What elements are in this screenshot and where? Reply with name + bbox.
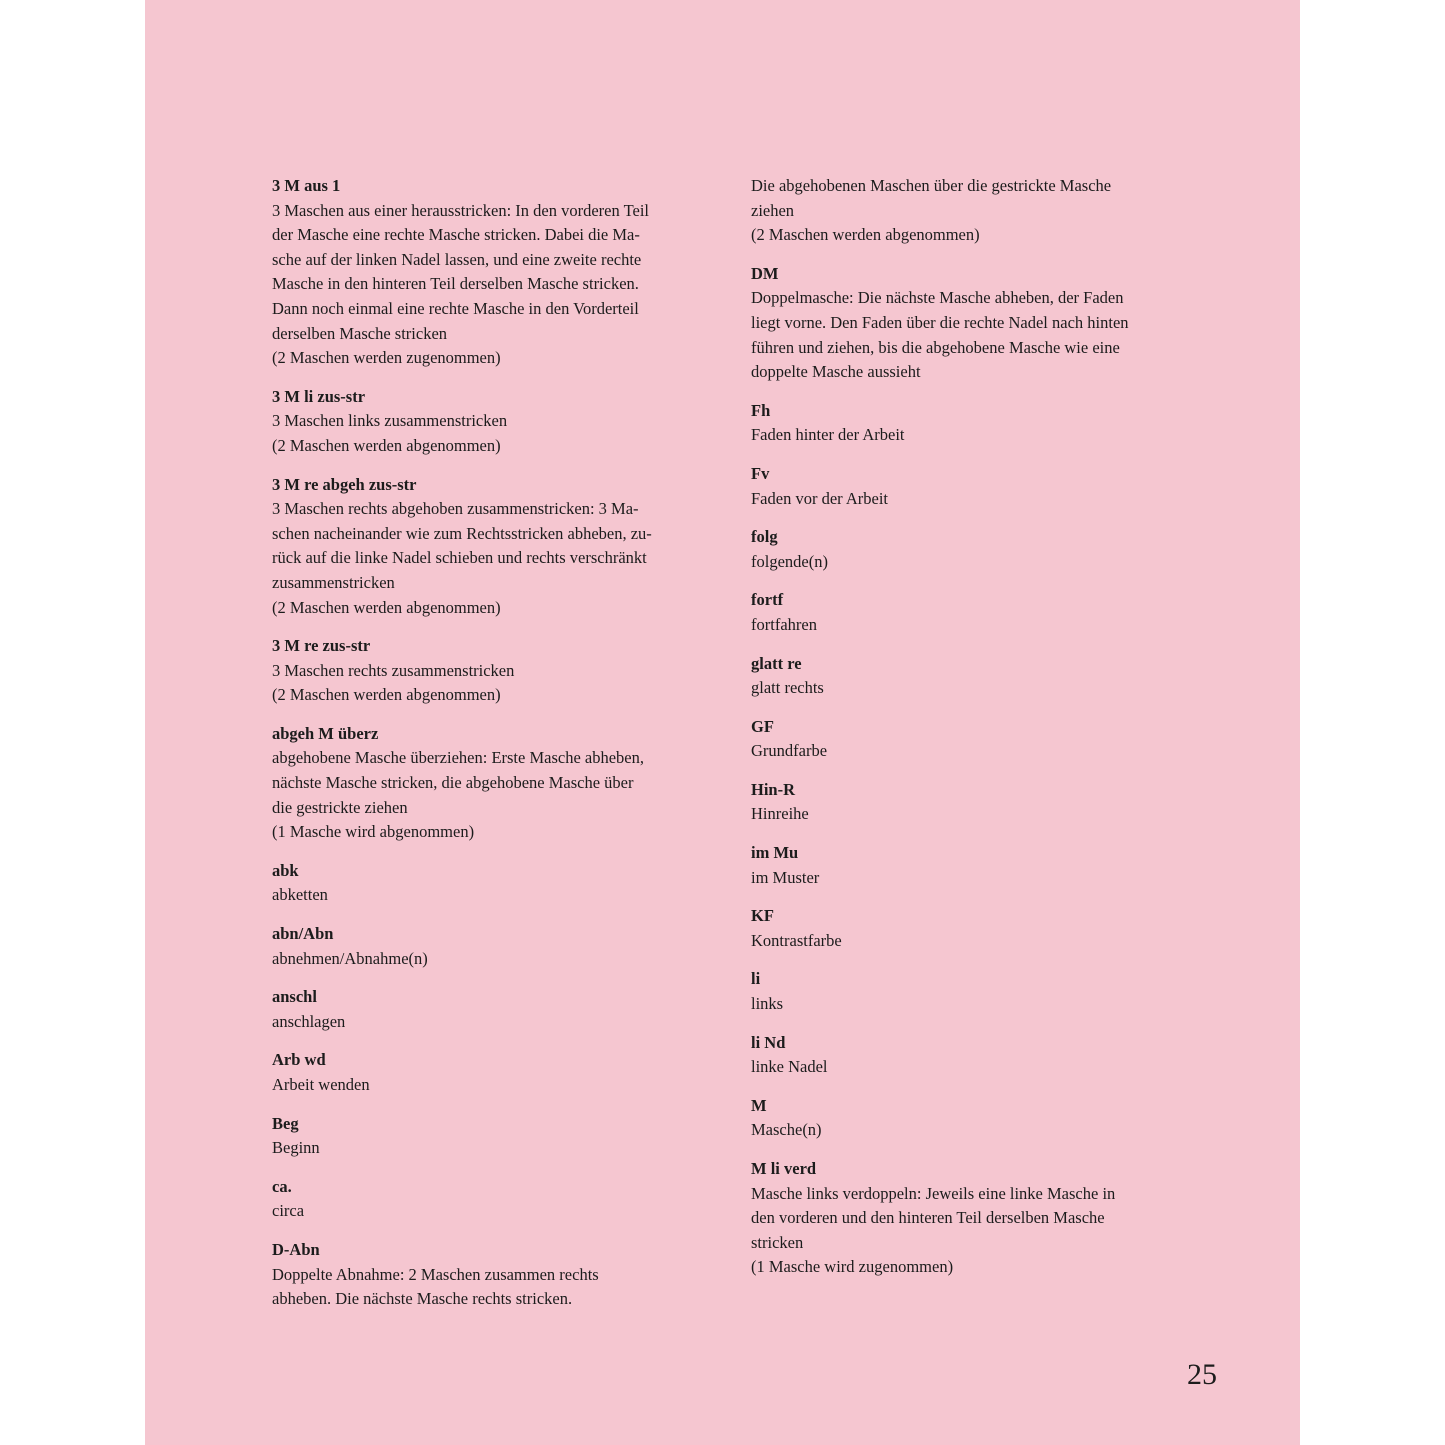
glossary-entry <box>272 385 702 459</box>
glossary-definition-line: Masche links verdoppeln: Jeweils eine linke Masche in <box>751 1183 1116 1203</box>
glossary-definition-line: den vorderen und den hinteren Teil derselben Masche <box>751 1208 1105 1228</box>
glossary-entry <box>751 715 1181 764</box>
glossary-entry <box>272 174 702 371</box>
glossary-entry <box>272 1238 702 1312</box>
glossary-definition-line: 3 Maschen rechts zusammenstricken <box>272 660 515 680</box>
glossary-entry <box>751 262 1181 385</box>
glossary-definition-line: Masche(n) <box>751 1120 822 1140</box>
glossary-definition-line: die gestrickte ziehen <box>272 797 408 817</box>
glossary-definition-line: links <box>751 994 784 1014</box>
glossary-definition-line: Beginn <box>272 1138 320 1158</box>
glossary-term: 3 M li zus-str <box>272 386 366 406</box>
glossary-entry <box>272 922 702 971</box>
glossary-entry <box>272 722 702 845</box>
glossary-definition-line: fortfahren <box>751 614 817 634</box>
glossary-term: 3 M re abgeh zus-str <box>272 474 417 494</box>
glossary-term: Beg <box>272 1113 299 1133</box>
glossary-definition-line: sche auf der linken Nadel lassen, und eine zweite rechte <box>272 249 642 269</box>
glossary-term: abn/Abn <box>272 924 334 944</box>
glossary-definition-line: Grundfarbe <box>751 741 828 761</box>
glossary-definition-line: ziehen <box>751 200 795 220</box>
glossary-definition-line: der Masche eine rechte Masche stricken. Dabei die Ma- <box>272 225 640 245</box>
glossary-definition-line: abgehobene Masche überziehen: Erste Masche abheben, <box>272 748 644 768</box>
glossary-definition-line: abnehmen/Abnahme(n) <box>272 948 428 968</box>
glossary-definition-line: (2 Maschen werden abgenommen) <box>272 597 501 617</box>
glossary-entry <box>272 634 702 708</box>
book-page <box>145 0 1300 1445</box>
glossary-entry <box>272 1048 702 1097</box>
glossary-definition-line: Faden hinter der Arbeit <box>751 425 905 445</box>
glossary-entry <box>751 778 1181 827</box>
glossary-definition-line: Hinreihe <box>751 804 809 824</box>
glossary-definition-line: Doppelmasche: Die nächste Masche abheben, der Faden <box>751 288 1124 308</box>
glossary-term: li Nd <box>751 1032 786 1052</box>
glossary-left-column <box>272 174 702 1326</box>
glossary-definition-line: circa <box>272 1201 305 1221</box>
glossary-term: glatt re <box>751 653 802 673</box>
glossary-entry <box>751 841 1181 890</box>
glossary-definition-line: rück auf die linke Nadel schieben und rechts verschränkt <box>272 548 647 568</box>
glossary-definition-line: Arbeit wenden <box>272 1075 370 1094</box>
glossary-term: KF <box>751 906 774 926</box>
glossary-definition-line: Faden vor der Arbeit <box>751 488 889 508</box>
glossary-term: Fv <box>751 463 770 483</box>
glossary-term: M li verd <box>751 1159 817 1178</box>
glossary-definition-line: Doppelte Abnahme: 2 Maschen zusammen rechts <box>272 1264 599 1284</box>
glossary-definition-line: anschlagen <box>272 1011 346 1031</box>
glossary-entry <box>751 525 1181 574</box>
glossary-term: abgeh M überz <box>272 723 379 743</box>
glossary-definition-line: Die abgehobenen Maschen über die gestrickte Masche <box>751 176 1112 195</box>
glossary-term: DM <box>751 263 779 283</box>
glossary-definition-line: Masche in den hinteren Teil derselben Masche stricken. <box>272 274 639 294</box>
glossary-definition-line: (2 Maschen werden abgenommen) <box>751 225 980 245</box>
glossary-term: ca. <box>272 1176 292 1196</box>
page-number: 25 <box>1187 1358 1217 1391</box>
glossary-definition-line: stricken <box>751 1232 804 1252</box>
glossary-term: fortf <box>751 590 784 610</box>
glossary-term: 3 M re zus-str <box>272 636 371 656</box>
glossary-entry <box>751 174 1181 248</box>
glossary-definition-line: abketten <box>272 885 328 905</box>
glossary-definition-line: führen und ziehen, bis die abgehobene Masche wie eine <box>751 337 1120 357</box>
glossary-definition-line: 3 Maschen links zusammenstricken <box>272 411 508 431</box>
glossary-entry <box>751 1031 1181 1080</box>
glossary-right-column <box>751 174 1181 1294</box>
glossary-term: M <box>751 1095 767 1115</box>
glossary-definition-line: doppelte Masche aussieht <box>751 362 921 382</box>
glossary-entry <box>751 967 1181 1016</box>
glossary-entry <box>272 473 702 621</box>
glossary-term: Hin-R <box>751 779 796 799</box>
glossary-term: D-Abn <box>272 1239 320 1259</box>
glossary-definition-line: (2 Maschen werden abgenommen) <box>272 685 501 705</box>
glossary-term: Fh <box>751 400 771 420</box>
glossary-definition-line: derselben Masche stricken <box>272 323 448 343</box>
glossary-entry <box>751 1094 1181 1143</box>
glossary-definition-line: 3 Maschen aus einer herausstricken: In den vorderen Teil <box>272 200 649 220</box>
glossary-definition-line: im Muster <box>751 867 820 887</box>
glossary-definition-line: Dann noch einmal eine rechte Masche in den Vorderteil <box>272 298 639 318</box>
glossary-term: anschl <box>272 987 317 1007</box>
glossary-term: im Mu <box>751 843 799 863</box>
glossary-definition-line: (1 Masche wird abgenommen) <box>272 822 475 842</box>
glossary-definition-line: schen nacheinander wie zum Rechtsstricken abheben, zu- <box>272 523 652 543</box>
glossary-definition-line: liegt vorne. Den Faden über die rechte Nadel nach hinten <box>751 312 1129 332</box>
glossary-entry <box>751 652 1181 701</box>
glossary-entry <box>272 1175 702 1224</box>
glossary-definition-line: (1 Masche wird zugenommen) <box>751 1257 954 1277</box>
glossary-entry <box>751 399 1181 448</box>
glossary-entry <box>751 904 1181 953</box>
glossary-definition-line: (2 Maschen werden zugenommen) <box>272 348 501 368</box>
glossary-definition-line: Kontrastfarbe <box>751 930 842 950</box>
glossary-definition-line: abheben. Die nächste Masche rechts stricken. <box>272 1289 573 1309</box>
glossary-definition-line: 3 Maschen rechts abgehoben zusammenstricken: 3 Ma- <box>272 499 639 519</box>
glossary-term: folg <box>751 527 778 547</box>
glossary-term: 3 M aus 1 <box>272 176 341 195</box>
glossary-definition-line: (2 Maschen werden abgenommen) <box>272 435 501 455</box>
glossary-entry <box>751 588 1181 637</box>
glossary-term: abk <box>272 860 299 880</box>
glossary-definition-line: glatt rechts <box>751 678 824 698</box>
glossary-entry <box>751 462 1181 511</box>
glossary-term: Arb wd <box>272 1050 326 1070</box>
glossary-definition-line: zusammenstricken <box>272 572 395 592</box>
glossary-entry <box>272 985 702 1034</box>
glossary-entry <box>272 1112 702 1161</box>
glossary-definition-line: folgende(n) <box>751 551 828 571</box>
glossary-definition-line: linke Nadel <box>751 1057 828 1077</box>
glossary-entry <box>272 859 702 908</box>
glossary-term: GF <box>751 716 774 736</box>
glossary-entry <box>751 1157 1181 1280</box>
glossary-term: li <box>751 969 761 989</box>
glossary-definition-line: nächste Masche stricken, die abgehobene Masche über <box>272 773 634 793</box>
